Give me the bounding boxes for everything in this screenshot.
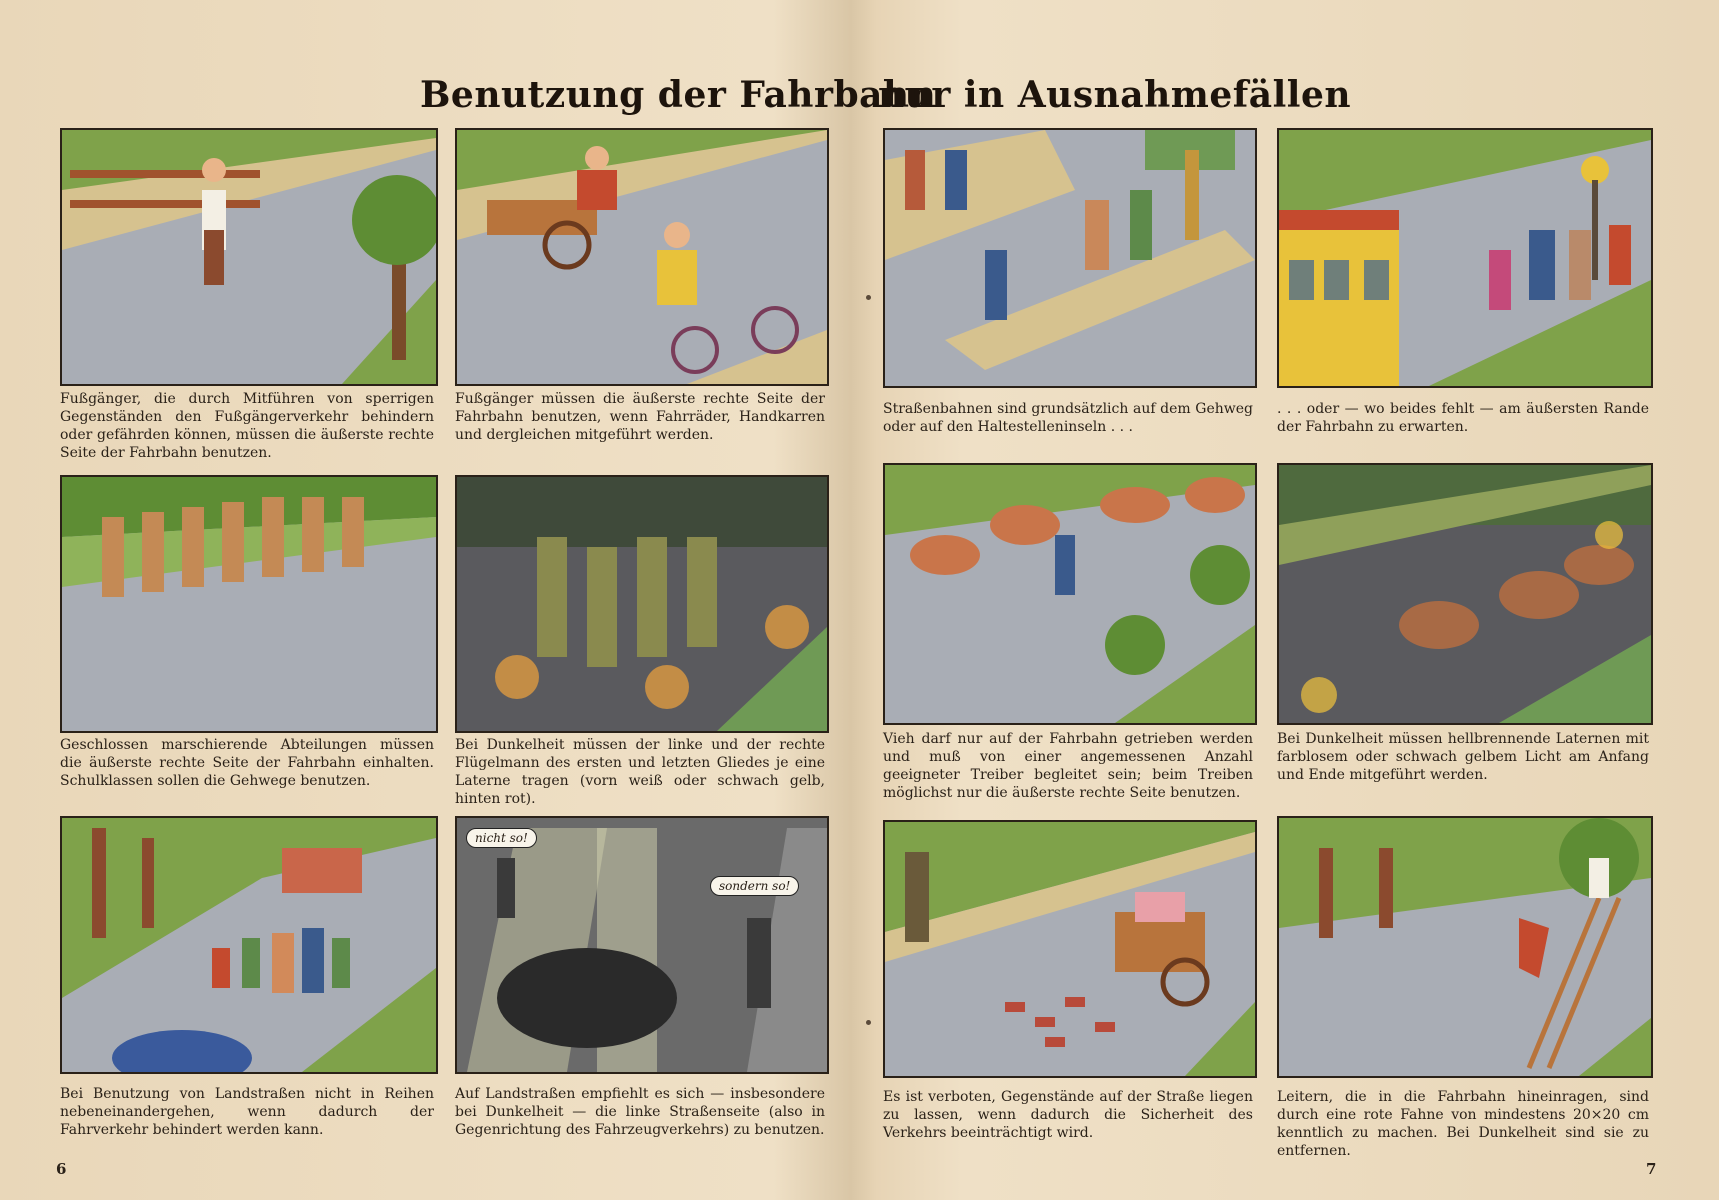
panel-handcart-bicycle: [455, 128, 829, 386]
panel-tram-island: [883, 128, 1257, 388]
panel-ladder-tree: [1277, 816, 1653, 1078]
caption-5: Geschlossen marschierende Abteilungen müssen die äußerste rechte Seite der Fahrbahn einhalten. Schulklassen sollen die Gehwege benutzen.: [60, 737, 434, 789]
panel-night-road: [455, 816, 829, 1074]
caption-6: Bei Dunkelheit müssen der linke und der rechte Flügelmann des ersten und letzten Gliedes je eine Laterne tragen (vorn weiß oder schwach gelb, hinten rot).: [455, 737, 825, 807]
panel-cattle-night: [1277, 463, 1653, 725]
speech-bubble-wrong: nicht so!: [466, 828, 537, 848]
caption-1: Fußgänger, die durch Mitführen von sperrigen Gegenständen den Fußgängerverkehr behindern oder gefährden können, müssen die äußerste rechte Seite der Fahrbahn benutzen.: [60, 391, 434, 461]
caption-8: Bei Dunkelheit müssen hellbrennende Laternen mit farblosem oder schwach gelbem Licht am Anfang und Ende mitgeführt werden.: [1277, 731, 1649, 783]
caption-2: Fußgänger müssen die äußerste rechte Seite der Fahrbahn benutzen, wenn Fahrräder, Handkarren und dergleichen mitgeführt werden.: [455, 391, 825, 443]
panel-obstacles-road: [883, 820, 1257, 1078]
speech-bubble-right: sondern so!: [710, 876, 799, 896]
page-number-left: 6: [56, 1160, 67, 1178]
panel-country-road-group: [60, 816, 438, 1074]
page-number-right: 7: [1646, 1160, 1657, 1178]
caption-3: Straßenbahnen sind grundsätzlich auf dem Gehweg oder auf den Haltestelleninseln . . .: [883, 401, 1253, 435]
title-right: nur in Ausnahmefällen: [878, 74, 1352, 116]
caption-7: Vieh darf nur auf der Fahrbahn getrieben werden und muß von einer angemessenen Anzahl geeigneter Treiber begleitet sein; beim Treiben möglichst nur die äußerste rechte Seite benutzen.: [883, 731, 1253, 801]
panel-marching-night: [455, 475, 829, 733]
caption-9: Bei Benutzung von Landstraßen nicht in Reihen nebeneinandergehen, wenn dadurch der Fahrverkehr behindert werden kann.: [60, 1086, 434, 1138]
panel-marching-troop: [60, 475, 438, 733]
panel-cattle-drive: [883, 463, 1257, 725]
caption-10: Auf Landstraßen empfiehlt es sich — insbesondere bei Dunkelheit — die linke Straßenseite (also in Gegenrichtung des Fahrzeugverkehrs) zu benutzen.: [455, 1086, 825, 1138]
panel-tram-roadside: [1277, 128, 1653, 388]
caption-12: Leitern, die in die Fahrbahn hineinragen, sind durch eine rote Fahne von mindestens 20×20 cm kenntlich zu machen. Bei Dunkelheit sind sie zu entfernen.: [1277, 1089, 1649, 1159]
caption-4: . . . oder — wo beides fehlt — am äußersten Rande der Fahrbahn zu erwarten.: [1277, 401, 1649, 435]
binding-hole: [866, 1020, 871, 1025]
caption-11: Es ist verboten, Gegenstände auf der Straße liegen zu lassen, wenn dadurch die Sicherheit des Verkehrs beeinträchtigt wird.: [883, 1089, 1253, 1141]
panel-pedestrian-ladder: [60, 128, 438, 386]
binding-hole: [866, 295, 871, 300]
title-left: Benutzung der Fahrbahn: [420, 74, 937, 116]
